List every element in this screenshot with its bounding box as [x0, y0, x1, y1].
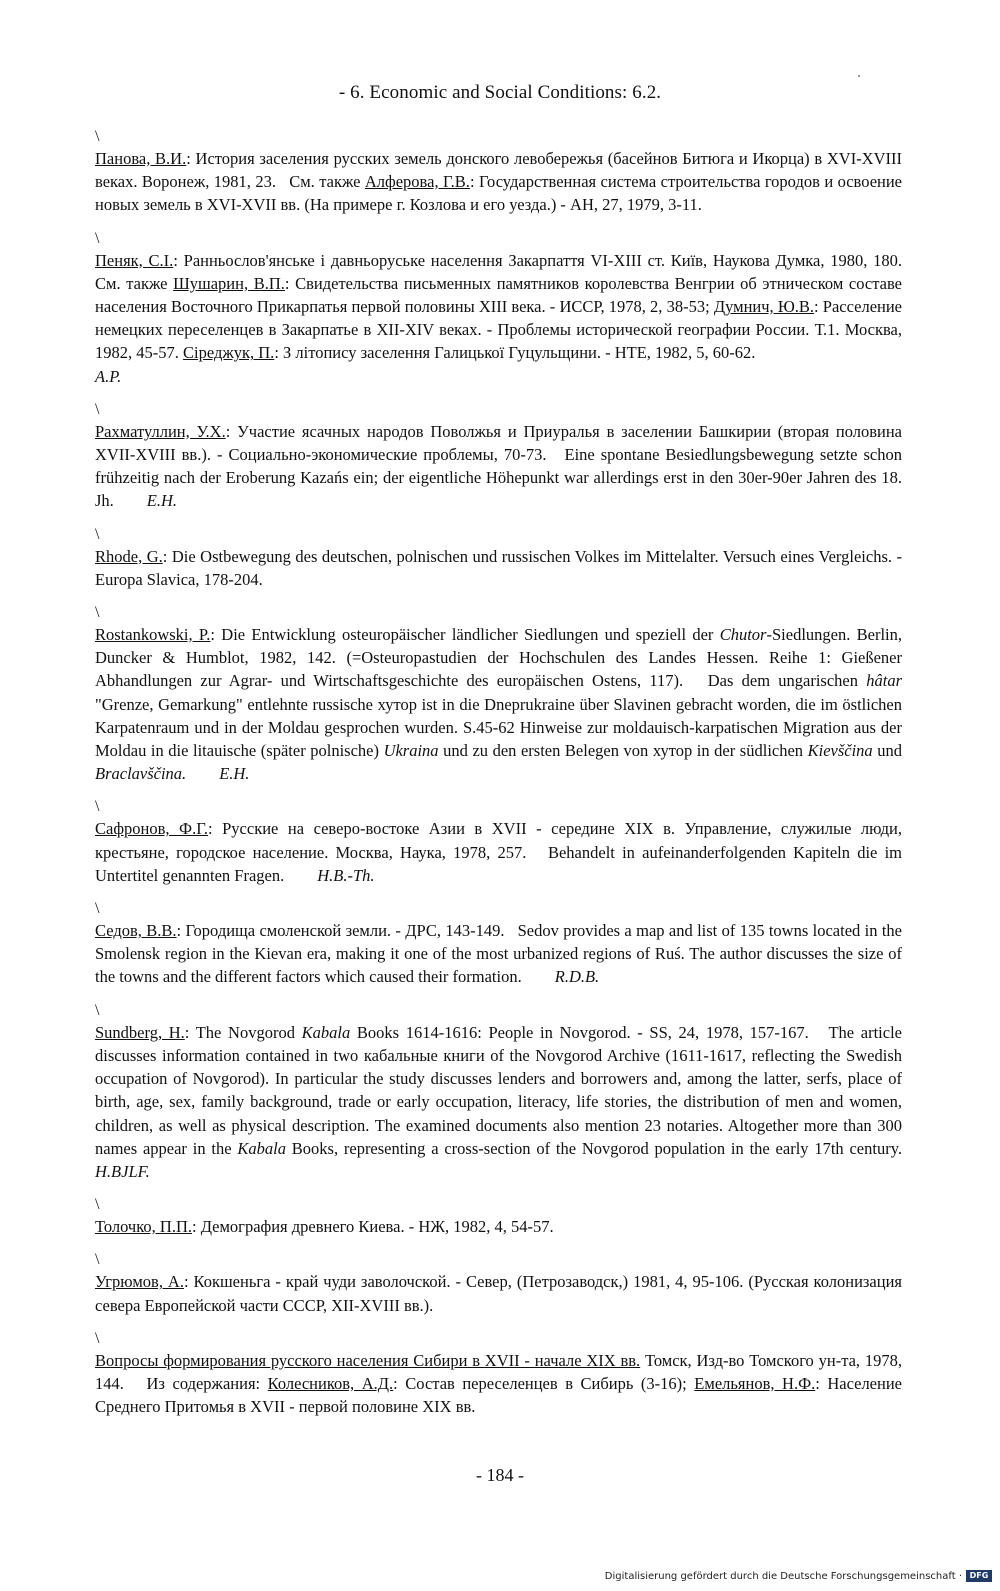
italic-term: Kabala: [237, 1138, 286, 1158]
entry-separator: \: [95, 1001, 100, 1019]
author-name: Колесников, А.Д.: [267, 1373, 394, 1393]
entry-separator: \: [95, 900, 100, 918]
author-name: Рахматуллин, У.Х.: [95, 421, 226, 441]
author-name: Алферова, Г.В.: [364, 172, 470, 192]
reviewer-initials: E.H.: [219, 764, 250, 784]
entry-separator: \: [95, 128, 100, 145]
author-name: Вопросы формирования русского населения Сибири в XVII - начале XIX вв.: [95, 1350, 641, 1370]
entry-segment: : Население Среднего Притомья в XVII - первой половине XIX вв.: [95, 1373, 907, 1417]
entry-segment: : Демография древнего Киева. - НЖ, 1982, 4, 54-57.: [192, 1217, 554, 1237]
page-number: - 184 -: [476, 1465, 524, 1485]
entry-segment: : Die Ostbewegung des deutschen, polnischen und russischen Volkes im Mittelalter. Versuch eines Vergleichs. - Europa Slavica, 178-204.: [95, 546, 907, 589]
entry-separator: \: [95, 525, 100, 543]
entry-separator: \: [95, 1196, 100, 1214]
bibliography-entry: [95, 797, 907, 887]
author-name: Шушарин, В.П.: [173, 273, 285, 293]
entry-separator: \: [95, 604, 100, 622]
reviewer-initials: E.H.: [146, 491, 178, 511]
author-name: Толочко, П.П.: [95, 1217, 192, 1237]
entry-segment: -Siedlungen. Berlin, Duncker & Humblot, 1982, 142. (=Osteuropastudien der Hochschulen des Landes Hessen. Reihe 1: Gießener Abhandlungen zur Agrar- und Wirtschaftsgeschichte des europäischen Ostens, 117). Das dem ungarischen: [95, 625, 907, 691]
entry-text: [95, 1349, 907, 1419]
author-name: Панова, В.И.: [95, 149, 187, 168]
bibliography-entry: [95, 1329, 907, 1419]
author-name: Сіреджук, П.: [183, 343, 275, 363]
entry-segment: : З літопису заселення Галицької Гуцульщини. - НТЕ, 1982, 5, 60-62.: [274, 343, 756, 363]
entry-segment: Books, representing a cross-section of the Novgorod population in the early 17th century.: [285, 1138, 936, 1158]
entry-segment: : История заселения русских земель донского левобережья (басейнов Битюга и Икорца) в XVI-XVIII веках. Воронеж, 1981, 23. См. также: [95, 149, 907, 192]
entry-segment: : The Novgorod: [184, 1022, 302, 1042]
entry-segment: Books 1614-1616: People in Novgorod. - SS, 24, 1978, 157-167. The article discusses information contained in two кабальные книги of the Novgorod Archive (1611-1617, reflecting the Swedish occupation of Novgorod). In particular the study discusses lenders and borrowers and, among the latter, serfs, place of birth, age, sex, family background, trade or early occupation, literacy, life stories, the distribution of men and women, children, as well as physical description. The examined documents also mention 23 notaries. Altogether more than 300 names appear in the: [95, 1022, 907, 1158]
entry-text: [95, 147, 907, 217]
running-header: - 6. Economic and Social Conditions: 6.2.: [338, 82, 662, 103]
entry-segment: Томск, Изд-во Томского ун-та, 1978, 144. Из содержания:: [95, 1350, 907, 1393]
author-name: Rhode, G.: [95, 546, 163, 566]
italic-term: Ukraina: [383, 741, 439, 761]
bibliography-entry: [95, 229, 915, 388]
reviewer-initials: R.D.B.: [554, 967, 600, 987]
italic-term: Kabala: [301, 1022, 351, 1042]
entry-separator: \: [95, 798, 100, 816]
reviewer-initials: H.BJLF.: [95, 1161, 150, 1181]
entry-segment: : Свидетельства письменных памятников королевства Венгрии об этническом составе населения Восточного Прикарпатья первой половины XIII века. - ИССР, 1978, 2, 38-53;: [95, 273, 907, 317]
entry-segment: : Расселение немецких переселенцев в Закарпатье в XII-XIV веках. - Проблемы исторической географии России. Т.1. Москва, 1982, 45-57.: [95, 297, 907, 363]
entry-segment: : Участие ясачных народов Поволжья и Приуралья в заселении Башкирии (вторая половина XVII-XVIII вв.). - Социально-экономические проблемы, 70-73. Eine spontane Besiedlungsbewegung setzte schon frühzeitig nach der Eroberung Kazańs ein; der eigentliche Höhepunkt war allerdings erst in den 30er-90er Jahren des 18. Jh.: [95, 421, 907, 511]
bibliography-entry: [95, 899, 907, 989]
entry-separator: \: [95, 400, 100, 418]
author-name: Угрюмов, А.: [95, 1272, 184, 1292]
bibliography-entry: [95, 127, 907, 217]
entry-text: [95, 623, 907, 785]
entry-text: [95, 545, 907, 591]
entry-text: [95, 919, 907, 989]
bibliography-list: [95, 127, 936, 1430]
bibliography-entry: [95, 400, 907, 513]
entry-segment: [186, 764, 219, 783]
entry-text: [95, 1215, 902, 1238]
entry-text: [95, 249, 915, 388]
bibliography-entry: [95, 1250, 907, 1316]
author-name: Седов, В.В.: [95, 921, 177, 941]
entry-segment: : Die Entwicklung osteuropäischer ländlicher Siedlungen und speziell der: [210, 625, 720, 645]
entry-segment: : Ранньослов'янське і давньоруське населення Закарпаття VI-XIII ст. Київ, Наукова Думка, 1980, 180. См. также: [95, 250, 915, 293]
entry-separator: \: [95, 1251, 100, 1269]
entry-segment: : Русские на северо-востоке Азии в XVII - середине XIX в. Управление, служилые люди, крестьяне, городское население. Москва, Наука, 1978, 257. Behandelt in aufeinanderfolgenden Kapiteln die im Untertitel genannten Fragen.: [95, 819, 907, 885]
entry-segment: "Grenze, Gemarkung" entlehnte russische хутор ist in die Dneprukraine über Slavinen gebracht worden, die im östlichen Karpatenraum und in der Moldau gesprochen wurden. S.45-62 Hinweise zur moldauisch-karpatischen Migration aus der Moldau in die litauische (später polnische): [95, 671, 907, 761]
author-name: Думнич, Ю.В.: [713, 297, 815, 317]
bibliography-entry: [95, 525, 907, 591]
reviewer-initials: A.P.: [95, 366, 122, 386]
dfg-logo-icon: DFG: [966, 1570, 992, 1582]
author-name: Сафронов, Ф.Г.: [95, 819, 209, 839]
author-name: Sundberg, H.: [95, 1022, 185, 1042]
scan-speck: [858, 75, 860, 77]
author-name: Rostankowski, P.: [95, 625, 211, 645]
entry-text: [95, 1270, 907, 1316]
footer-text: Digitalisierung gefördert durch die Deutsche Forschungsgemeinschaft ·: [604, 1570, 962, 1582]
italic-term: Braclavščina.: [95, 764, 187, 784]
entry-separator: \: [95, 229, 100, 247]
italic-term: hâtar: [866, 671, 902, 691]
entry-segment: : Кокшеньга - край чуди заволочской. - Север, (Петрозаводск,) 1981, 4, 95-106. (Русская колонизация севера Европейской части СССР, XII-XVIII вв.).: [95, 1272, 907, 1315]
entry-text: [95, 1021, 936, 1183]
entry-segment: und: [872, 741, 907, 761]
author-name: Емельянов, Н.Ф.: [694, 1373, 816, 1393]
entry-text: [95, 420, 907, 513]
entry-separator: \: [95, 1329, 100, 1347]
entry-segment: : Городища смоленской земли. - ДРС, 143-149. Sedov provides a map and list of 135 towns located in the Smolensk region in the Kievan era, making it one of the most urbanized regions of Ruś. The author discusses the size of the towns and the different factors which caused their formation.: [95, 921, 907, 987]
bibliography-entry: [95, 603, 907, 785]
entry-text: [95, 817, 907, 887]
digitization-footer: [605, 1570, 992, 1582]
bibliography-entry: [95, 1001, 936, 1183]
entry-segment: : Состав переселенцев в Сибирь (3-16);: [393, 1373, 695, 1393]
italic-term: Kievščina: [807, 741, 873, 761]
reviewer-initials: H.B.-Th.: [317, 865, 375, 885]
entry-segment: und zu den ersten Belegen von хутор in der südlichen: [438, 741, 808, 761]
italic-term: Chutor: [719, 625, 767, 645]
entry-segment: : Государственная система строительства городов и освоение новых земель в XVI-XVII вв. (На примере г. Козлова и его уезда.) - АН, 27, 1979, 3-11.: [95, 172, 907, 215]
bibliography-entry: [95, 1195, 902, 1238]
author-name: Пеняк, С.І.: [95, 250, 174, 270]
